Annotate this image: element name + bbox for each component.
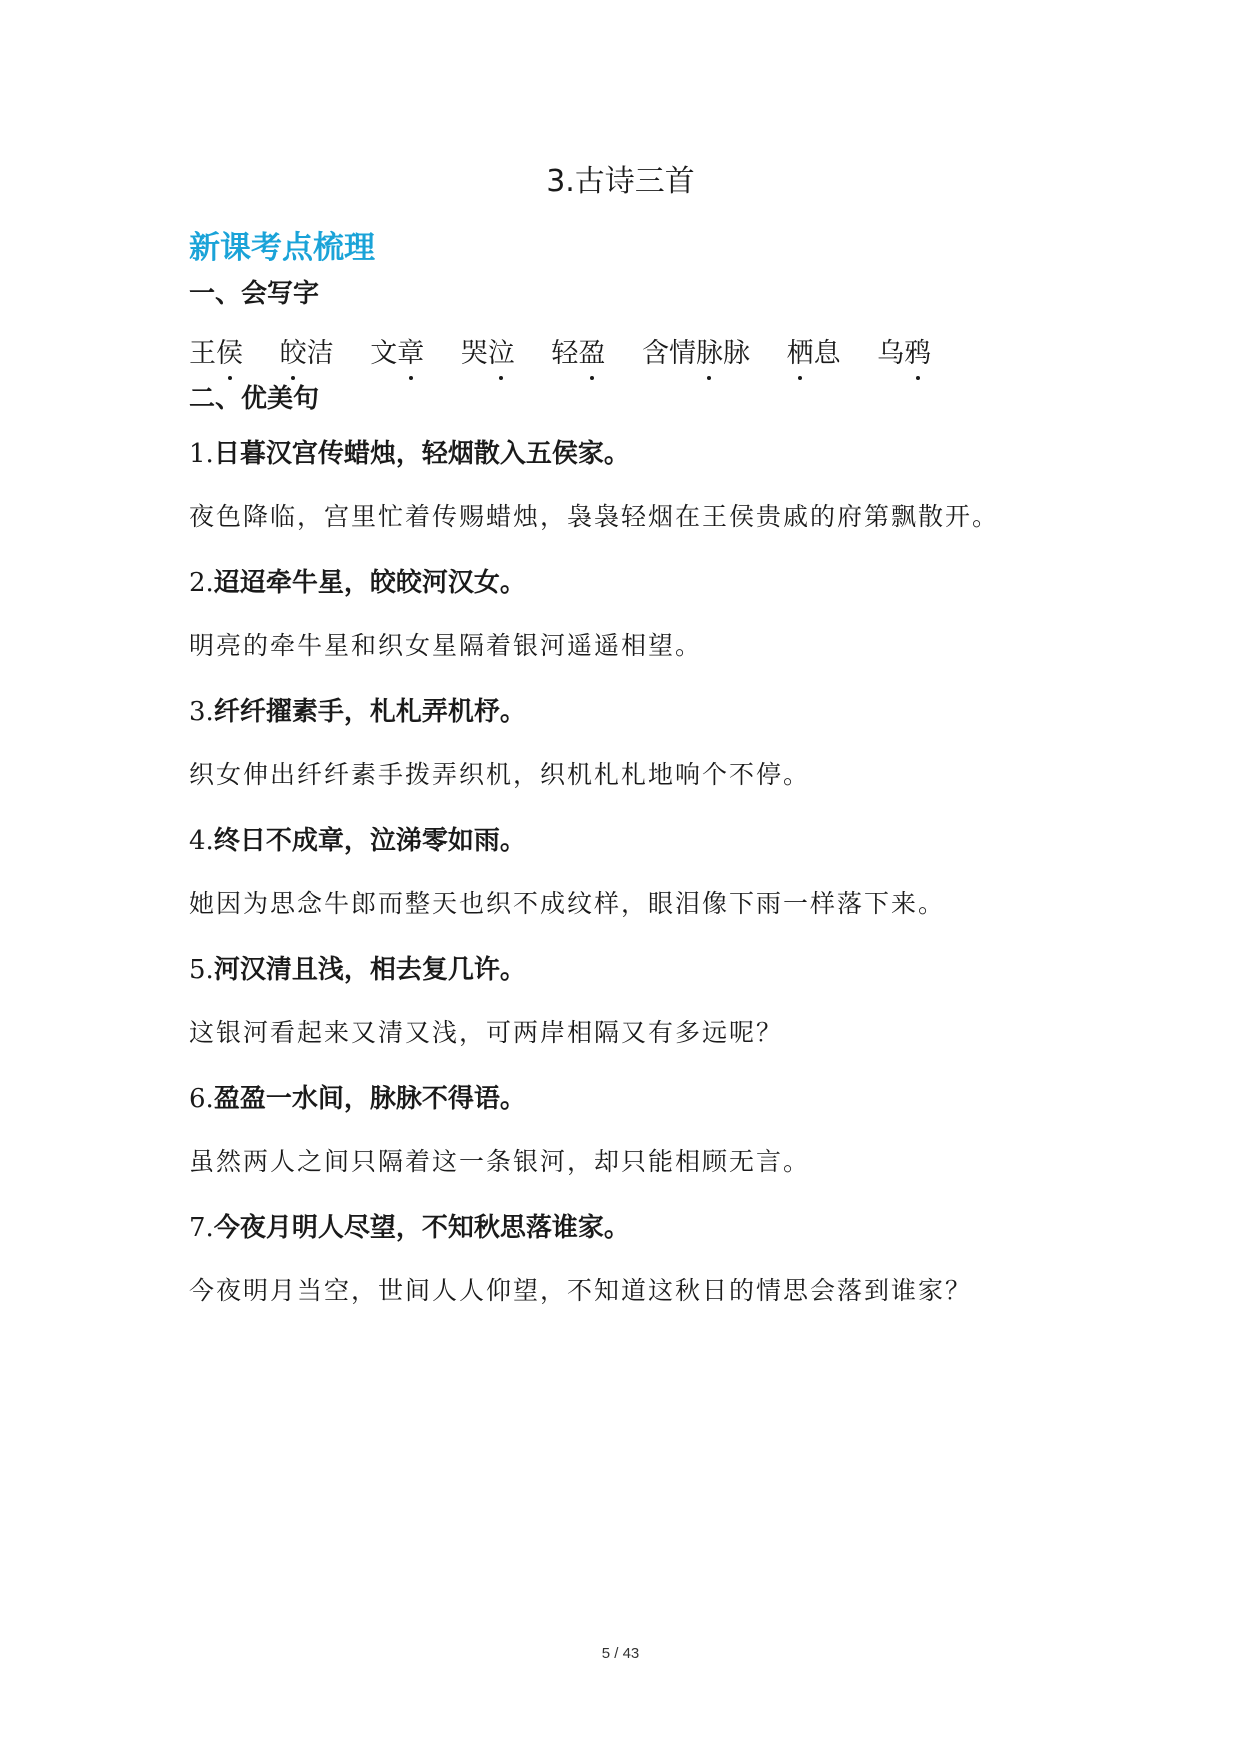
sentence-line: 5.河汉清且浅，相去复几许。 <box>189 955 526 985</box>
sentence-line: 4.终日不成章，泣涕零如雨。 <box>189 826 526 856</box>
sentence-line: 2.迢迢牵牛星，皎皎河汉女。 <box>189 568 526 598</box>
translation-line: 明亮的牵牛星和织女星隔着银河遥遥相望。 <box>189 631 703 660</box>
word-item: 文章 <box>370 333 424 375</box>
dotted-char: 皎 <box>280 333 307 375</box>
translation-line: 织女伸出纤纤素手拨弄织机，织机札札地响个不停。 <box>189 760 811 789</box>
word-item: 王侯 <box>189 333 243 375</box>
dotted-char: 脉 <box>696 333 723 375</box>
translation-line: 她因为思念牛郎而整天也织不成纹样，眼泪像下雨一样落下来。 <box>189 889 946 918</box>
translation-line: 虽然两人之间只隔着这一条银河，却只能相顾无言。 <box>189 1147 811 1176</box>
translation-line: 夜色降临，宫里忙着传赐蜡烛，袅袅轻烟在王侯贵戚的府第飘散开。 <box>189 502 1000 531</box>
dotted-char: 侯 <box>216 333 243 375</box>
word-item: 哭泣 <box>461 333 515 375</box>
sentence-line: 7.今夜月明人尽望，不知秋思落谁家。 <box>189 1213 630 1243</box>
page-number: 5 / 43 <box>601 1645 640 1662</box>
section-title: 新课考点梳理 <box>189 230 375 266</box>
dotted-char: 鸦 <box>904 333 931 375</box>
dotted-char: 章 <box>397 333 424 375</box>
word-list <box>189 333 959 375</box>
word-item: 皎洁 <box>280 333 334 375</box>
word-item: 乌鸦 <box>877 333 931 375</box>
sentence-line: 3.纤纤擢素手，札札弄机杼。 <box>189 697 526 727</box>
translation-line: 这银河看起来又清又浅，可两岸相隔又有多远呢？ <box>189 1018 784 1047</box>
word-item: 含情脉脉 <box>642 333 750 375</box>
dotted-char: 盈 <box>578 333 605 375</box>
dotted-char: 栖 <box>787 333 814 375</box>
sentence-line: 1.日暮汉宫传蜡烛，轻烟散入五侯家。 <box>189 439 630 469</box>
word-item: 栖息 <box>787 333 841 375</box>
write-heading: 一、会写字 <box>189 279 320 309</box>
translation-line: 今夜明月当空，世间人人仰望，不知道这秋日的情思会落到谁家？ <box>189 1276 973 1305</box>
word-item: 轻盈 <box>551 333 605 375</box>
page-title: 3.古诗三首 <box>546 164 695 199</box>
sentence-heading: 二、优美句 <box>189 384 320 414</box>
sentence-line: 6.盈盈一水间，脉脉不得语。 <box>189 1084 526 1114</box>
dotted-char: 泣 <box>488 333 515 375</box>
